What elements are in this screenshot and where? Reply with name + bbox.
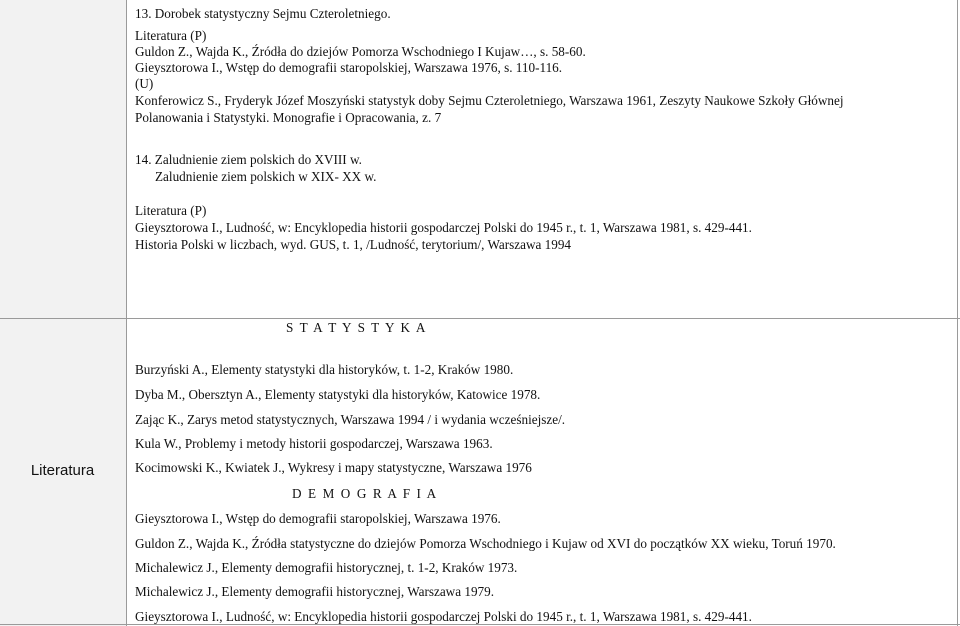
section14-ref-1: Gieysztorowa I., Ludność, w: Encyklopedia historii gospodarczej Polski do 1945 r., t. 1, Warszawa 1981, s. 429-441.: [135, 220, 752, 235]
literatura-label: Literatura: [30, 462, 95, 479]
section13-literatura-u: (U): [135, 76, 154, 91]
statystyka-ref: Kula W., Problemy i metody historii gospodarczej, Warszawa 1963.: [135, 436, 493, 451]
left-cell-top: [0, 0, 126, 318]
demografia-ref: Gieysztorowa I., Ludność, w: Encyklopedia historii gospodarczej Polski do 1945 r., t. 1, Warszawa 1981, s. 429-441.: [135, 609, 752, 624]
demografia-ref: Michalewicz J., Elementy demografii historycznej, Warszawa 1979.: [135, 584, 495, 599]
section13-title: 13. Dorobek statystyczny Sejmu Czteroletniego.: [135, 6, 391, 21]
statystyka-ref: Dyba M., Obersztyn A., Elementy statystyki dla historyków, Katowice 1978.: [135, 387, 541, 402]
section14-title: 14. Zaludnienie ziem polskich do XVIII w.: [135, 152, 362, 167]
section13-ref-3: Konferowicz S., Fryderyk Józef Moszyński statystyk doby Sejmu Czteroletniego, Warszawa 1961, Zeszyty Naukowe Szkoły Głównej: [135, 93, 844, 108]
statystyka-heading: S T A T Y S T Y K A: [286, 320, 427, 335]
demografia-heading: D E M O G R A F I A: [292, 486, 438, 501]
row-divider: [0, 318, 960, 319]
column-divider: [126, 0, 127, 626]
bottom-border: [0, 624, 960, 625]
section14-subtitle: Zaludnienie ziem polskich w XIX- XX w.: [155, 169, 377, 184]
statystyka-ref: Zając K., Zarys metod statystycznych, Warszawa 1994 / i wydania wcześniejsze/.: [135, 412, 566, 427]
statystyka-ref: Burzyński A., Elementy statystyki dla historyków, t. 1-2, Kraków 1980.: [135, 362, 514, 377]
section13-ref-1: Guldon Z., Wajda K., Źródła do dziejów Pomorza Wschodniego I Kujaw…, s. 58-60.: [135, 44, 586, 59]
section14-literatura-p: Literatura (P): [135, 203, 207, 218]
section14-ref-2: Historia Polski w liczbach, wyd. GUS, t. 1, /Ludność, terytorium/, Warszawa 1994: [135, 237, 572, 252]
section13-literatura-p: Literatura (P): [135, 28, 207, 43]
demografia-ref: Michalewicz J., Elementy demografii historycznej, t. 1-2, Kraków 1973.: [135, 560, 518, 575]
section13-ref-3-cont: Polanowania i Statystyki. Monografie i Opracowania, z. 7: [135, 110, 442, 125]
right-border: [957, 0, 958, 626]
demografia-ref: Guldon Z., Wajda K., Źródła statystyczne do dziejów Pomorza Wschodniego i Kujaw od XVI do początków XX wieku, Toruń 1970.: [135, 536, 836, 551]
section13-ref-2: Gieysztorowa I., Wstęp do demografii staropolskiej, Warszawa 1976, s. 110-116.: [135, 60, 563, 75]
demografia-ref: Gieysztorowa I., Wstęp do demografii staropolskiej, Warszawa 1976.: [135, 511, 501, 526]
statystyka-ref: Kocimowski K., Kwiatek J., Wykresy i mapy statystyczne, Warszawa 1976: [135, 460, 532, 475]
